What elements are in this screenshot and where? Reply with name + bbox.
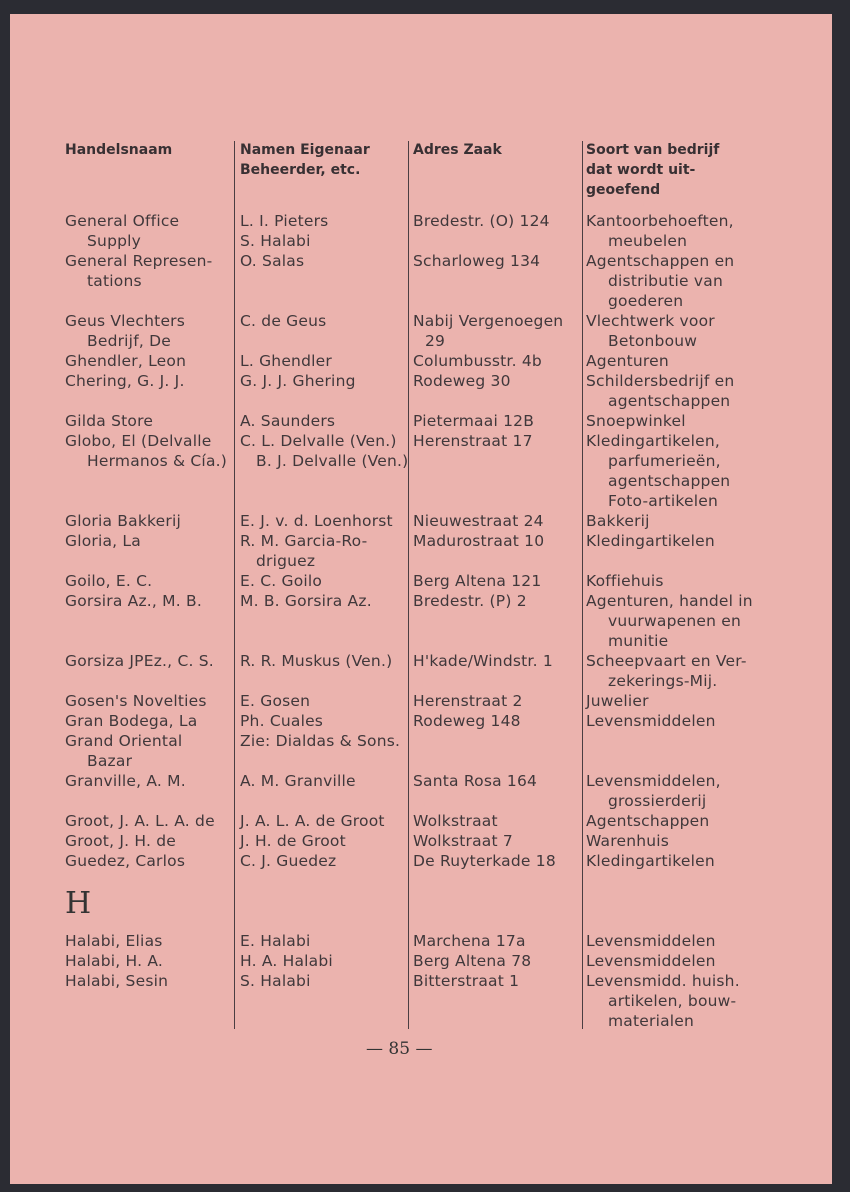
cell-owner: A. Saunders: [240, 412, 336, 430]
cell-name: Grand Oriental: [65, 732, 183, 750]
cell-type: Levensmiddelen: [586, 952, 716, 970]
cell-type: Snoepwinkel: [586, 412, 686, 430]
cell-type: meubelen: [608, 232, 688, 250]
cell-address: H'kade/Windstr. 1: [413, 652, 553, 670]
cell-name: Gran Bodega, La: [65, 712, 198, 730]
cell-name: Gloria Bakkerij: [65, 512, 181, 530]
cell-name: Gloria, La: [65, 532, 141, 550]
cell-name: Bazar: [87, 752, 133, 770]
header-handelsnaam: Handelsnaam: [65, 142, 173, 158]
column-divider: [408, 141, 409, 1029]
cell-owner: O. Salas: [240, 252, 305, 270]
cell-type: vuurwapenen en: [608, 612, 742, 630]
cell-name: Halabi, Sesin: [65, 972, 169, 990]
cell-type: Agenturen: [586, 352, 669, 370]
cell-type: munitie: [608, 632, 669, 650]
cell-type: Levensmiddelen,: [586, 772, 721, 790]
cell-owner: E. J. v. d. Loenhorst: [240, 512, 393, 530]
cell-address: Madurostraat 10: [413, 532, 545, 550]
cell-address: Nabij Vergenoegen: [413, 312, 564, 330]
cell-type: Kantoorbehoeften,: [586, 212, 734, 230]
cell-type: Scheepvaart en Ver-: [586, 652, 747, 670]
cell-owner: L. I. Pieters: [240, 212, 329, 230]
cell-type: artikelen, bouw-: [608, 992, 737, 1010]
cell-address: Herenstraat 17: [413, 432, 533, 450]
cell-type: goederen: [608, 292, 684, 310]
cell-name: Gorsira Az., M. B.: [65, 592, 202, 610]
cell-address: Wolkstraat: [413, 812, 498, 830]
cell-owner: driguez: [256, 552, 316, 570]
cell-type: materialen: [608, 1012, 695, 1030]
cell-address: Columbusstr. 4b: [413, 352, 542, 370]
cell-type: Betonbouw: [608, 332, 698, 350]
cell-type: Agenturen, handel in: [586, 592, 753, 610]
cell-address: Santa Rosa 164: [413, 772, 538, 790]
cell-type: agentschappen: [608, 472, 731, 490]
cell-name: Hermanos & Cía.): [87, 452, 228, 470]
cell-name: tations: [87, 272, 142, 290]
cell-owner: G. J. J. Ghering: [240, 372, 356, 390]
column-divider: [234, 141, 235, 1029]
cell-owner: A. M. Granville: [240, 772, 356, 790]
cell-owner: C. de Geus: [240, 312, 327, 330]
header-soort-bedrijf-line: geoefend: [586, 182, 661, 198]
cell-address: Nieuwestraat 24: [413, 512, 544, 530]
cell-name: Granville, A. M.: [65, 772, 186, 790]
cell-owner: C. L. Delvalle (Ven.): [240, 432, 397, 450]
cell-name: Chering, G. J. J.: [65, 372, 185, 390]
header-adres-zaak: Adres Zaak: [413, 142, 502, 158]
cell-type: Levensmiddelen: [586, 932, 716, 950]
cell-name: Gilda Store: [65, 412, 154, 430]
cell-type: Schildersbedrijf en: [586, 372, 735, 390]
cell-name: General Represen-: [65, 252, 213, 270]
section-letter: H: [65, 886, 92, 921]
cell-type: Foto-artikelen: [608, 492, 718, 510]
cell-owner: R. R. Muskus (Ven.): [240, 652, 393, 670]
cell-name: Ghendler, Leon: [65, 352, 187, 370]
column-divider: [582, 141, 583, 1029]
cell-name: Halabi, Elias: [65, 932, 163, 950]
cell-address: Scharloweg 134: [413, 252, 541, 270]
directory-page: [10, 14, 832, 1184]
cell-type: agentschappen: [608, 392, 731, 410]
cell-address: De Ruyterkade 18: [413, 852, 556, 870]
header-soort-bedrijf: [586, 140, 719, 200]
cell-address: Rodeweg 30: [413, 372, 511, 390]
cell-name: Gorsiza JPEz., C. S.: [65, 652, 214, 670]
cell-address: Pietermaai 12B: [413, 412, 535, 430]
cell-name: Supply: [87, 232, 142, 250]
cell-type: Agentschappen: [586, 812, 710, 830]
cell-name: General Office: [65, 212, 180, 230]
cell-owner: Zie: Dialdas & Sons.: [240, 732, 401, 750]
cell-address: Berg Altena 121: [413, 572, 542, 590]
cell-address: Berg Altena 78: [413, 952, 532, 970]
cell-address: Marchena 17a: [413, 932, 526, 950]
cell-owner: Ph. Cuales: [240, 712, 324, 730]
cell-type: Kledingartikelen: [586, 532, 715, 550]
cell-address: Rodeweg 148: [413, 712, 521, 730]
cell-owner: E. C. Goilo: [240, 572, 323, 590]
cell-owner: S. Halabi: [240, 232, 311, 250]
cell-name: Geus Vlechters: [65, 312, 186, 330]
cell-owner: B. J. Delvalle (Ven.): [256, 452, 409, 470]
cell-name: Gosen's Novelties: [65, 692, 207, 710]
header-namen-eigenaar: [240, 140, 370, 180]
cell-owner: S. Halabi: [240, 972, 311, 990]
cell-name: Groot, J. A. L. A. de: [65, 812, 215, 830]
cell-type: Kledingartikelen,: [586, 432, 721, 450]
cell-owner: J. A. L. A. de Groot: [240, 812, 385, 830]
cell-name: Groot, J. H. de: [65, 832, 176, 850]
cell-address: 29: [425, 332, 446, 350]
cell-type: Agentschappen en: [586, 252, 735, 270]
cell-type: Koffiehuis: [586, 572, 664, 590]
cell-name: Guedez, Carlos: [65, 852, 186, 870]
header-namen-eigenaar-line: Beheerder, etc.: [240, 162, 361, 178]
cell-name: Bedrijf, De: [87, 332, 171, 350]
header-namen-eigenaar-line: Namen Eigenaar: [240, 142, 370, 158]
cell-owner: E. Halabi: [240, 932, 311, 950]
cell-type: Levensmiddelen: [586, 712, 716, 730]
header-soort-bedrijf-line: Soort van bedrijf: [586, 142, 720, 158]
cell-address: Bredestr. (O) 124: [413, 212, 550, 230]
cell-address: Bitterstraat 1: [413, 972, 520, 990]
cell-type: distributie van: [608, 272, 723, 290]
cell-address: Wolkstraat 7: [413, 832, 513, 850]
cell-owner: J. H. de Groot: [240, 832, 346, 850]
cell-address: Herenstraat 2: [413, 692, 523, 710]
page-number: — 85 —: [366, 1039, 433, 1059]
cell-type: zekerings-Mij.: [608, 672, 718, 690]
cell-type: Warenhuis: [586, 832, 670, 850]
cell-name: Goilo, E. C.: [65, 572, 153, 590]
cell-type: Levensmidd. huish.: [586, 972, 740, 990]
cell-address: Bredestr. (P) 2: [413, 592, 527, 610]
cell-owner: E. Gosen: [240, 692, 311, 710]
cell-type: parfumerieën,: [608, 452, 721, 470]
cell-type: Kledingartikelen: [586, 852, 715, 870]
cell-type: Vlechtwerk voor: [586, 312, 715, 330]
header-soort-bedrijf-line: dat wordt uit-: [586, 162, 696, 178]
cell-name: Globo, El (Delvalle: [65, 432, 212, 450]
cell-owner: H. A. Halabi: [240, 952, 333, 970]
cell-type: Bakkerij: [586, 512, 650, 530]
cell-owner: M. B. Gorsira Az.: [240, 592, 372, 610]
cell-name: Halabi, H. A.: [65, 952, 164, 970]
cell-owner: R. M. Garcia-Ro-: [240, 532, 368, 550]
cell-type: Juwelier: [586, 692, 649, 710]
cell-owner: C. J. Guedez: [240, 852, 337, 870]
cell-owner: L. Ghendler: [240, 352, 332, 370]
cell-type: grossierderij: [608, 792, 707, 810]
